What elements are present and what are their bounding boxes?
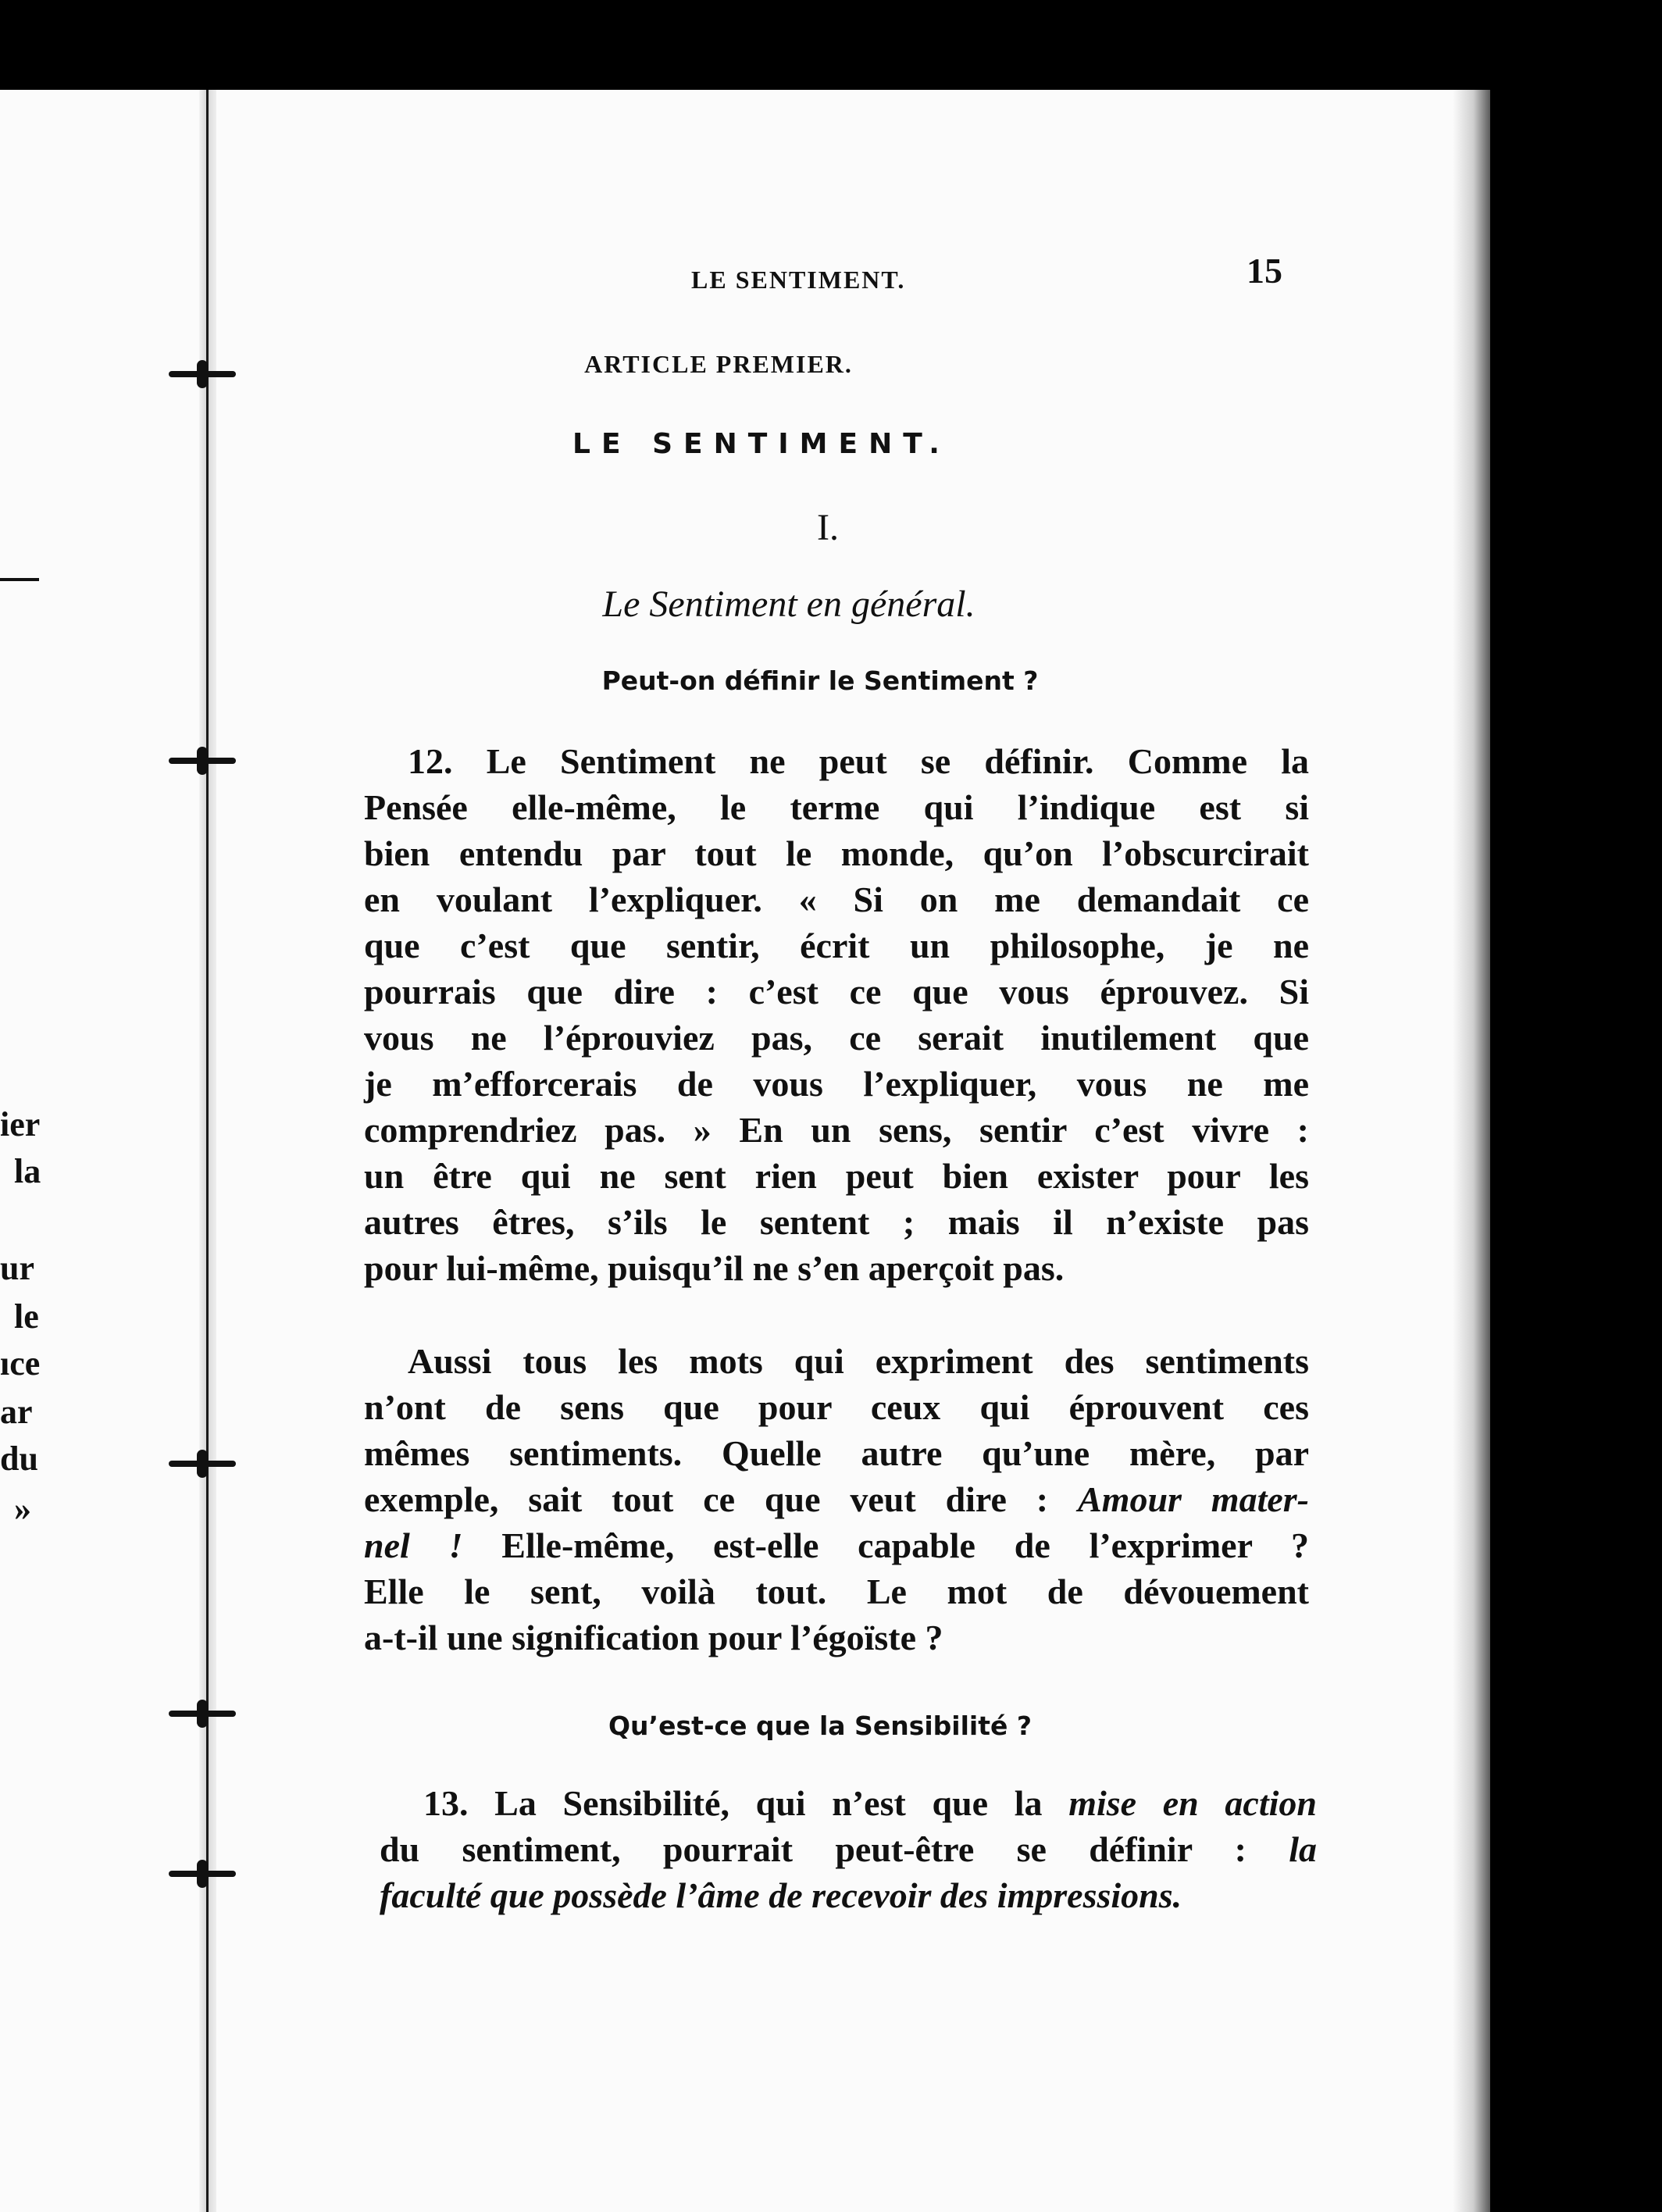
paragraph-12	[364, 738, 1309, 1291]
text-segment: Elle-même, est-elle capable de l’exprimer ?	[462, 1525, 1309, 1565]
text-line: comprendriez pas. » En un sens, sentir c’est vivre :	[364, 1110, 1309, 1150]
text-segment: du sentiment, pourrait peut-être se définir :	[380, 1829, 1289, 1869]
text-line: bien entendu par tout le monde, qu’on l’obscurcirait	[364, 833, 1309, 873]
text-line: vous ne l’éprouviez pas, ce serait inutilement que	[364, 1018, 1309, 1058]
text-line: je m’efforcerais de vous l’expliquer, vous ne me	[364, 1064, 1309, 1104]
left-page-fragment: ıce	[0, 1344, 41, 1382]
page-number: 15	[1246, 251, 1282, 291]
binding-stitch	[169, 1461, 236, 1467]
text-line: Aussi tous les mots qui expriment des sentiments	[408, 1341, 1309, 1381]
gutter-line	[206, 90, 209, 2212]
binding-stitch	[169, 1711, 236, 1717]
text-line: pour lui-même, puisqu’il ne s’en aperçoit pas.	[364, 1248, 1065, 1288]
paragraph-13	[380, 1780, 1317, 1918]
section-heading: LE SENTIMENT.	[572, 428, 950, 460]
left-page-fragment: ar	[0, 1393, 33, 1431]
text-line	[380, 1872, 1317, 1918]
left-page-fragment: la	[14, 1152, 41, 1190]
italic-phrase: mise en action	[1068, 1783, 1317, 1823]
text-line: un être qui ne sent rien peut bien exister pour les	[364, 1156, 1309, 1196]
text-line: pourrais que dire : c’est ce que vous éprouvez. Si	[364, 972, 1309, 1011]
text-line: que c’est que sentir, écrit un philosophe, je ne	[364, 926, 1309, 965]
text-line: mêmes sentiments. Quelle autre qu’une mère, par	[364, 1433, 1309, 1473]
text-segment: 13. La Sensibilité, qui n’est que la	[423, 1783, 1069, 1823]
left-page-fragment: ier	[0, 1105, 41, 1143]
text-line: Pensée elle-même, le terme qui l’indique est si	[364, 787, 1309, 827]
italic-phrase: faculté que possède l’âme de recevoir des impressions.	[380, 1875, 1182, 1915]
text-line: 12. Le Sentiment ne peut se définir. Comme la	[408, 741, 1309, 781]
section-numeral: I.	[817, 507, 839, 548]
left-page-fragment: le	[14, 1297, 39, 1336]
text-line: autres êtres, s’ils le sentent ; mais il n’existe pas	[364, 1202, 1309, 1242]
page-edge-shadow	[1453, 90, 1490, 2212]
italic-phrase: nel !	[364, 1525, 463, 1565]
text-line	[380, 1780, 1317, 1826]
binding-stitch	[169, 1871, 236, 1877]
text-line	[364, 1476, 1309, 1522]
paragraph-12-continued	[364, 1338, 1309, 1661]
left-page-rule	[0, 578, 39, 581]
left-page-fragment: »	[14, 1490, 31, 1528]
subheading: Le Sentiment en général.	[602, 583, 975, 625]
text-line	[364, 1522, 1309, 1568]
text-line: en voulant l’expliquer. « Si on me demandait ce	[364, 879, 1309, 919]
text-line: n’ont de sens que pour ceux qui éprouvent ces	[364, 1387, 1309, 1427]
italic-phrase: la	[1289, 1829, 1317, 1869]
question-heading: Peut-on définir le Sentiment ?	[601, 665, 1039, 696]
italic-phrase: Amour mater-	[1077, 1479, 1309, 1519]
text-line: Elle le sent, voilà tout. Le mot de dévouement	[364, 1572, 1309, 1611]
question-heading: Qu’est-ce que la Sensibilité ?	[608, 1711, 1032, 1741]
text-line	[380, 1826, 1317, 1872]
binding-stitch	[169, 758, 236, 764]
left-page-fragment: du	[0, 1440, 38, 1478]
article-heading: ARTICLE PREMIER.	[584, 350, 853, 378]
running-header: LE SENTIMENT.	[691, 266, 906, 294]
left-page-fragment: ur	[0, 1249, 34, 1287]
text-line: a-t-il une signification pour l’égoïste ?	[364, 1618, 943, 1657]
text-segment: exemple, sait tout ce que veut dire :	[364, 1479, 1078, 1519]
binding-stitch	[169, 371, 236, 377]
